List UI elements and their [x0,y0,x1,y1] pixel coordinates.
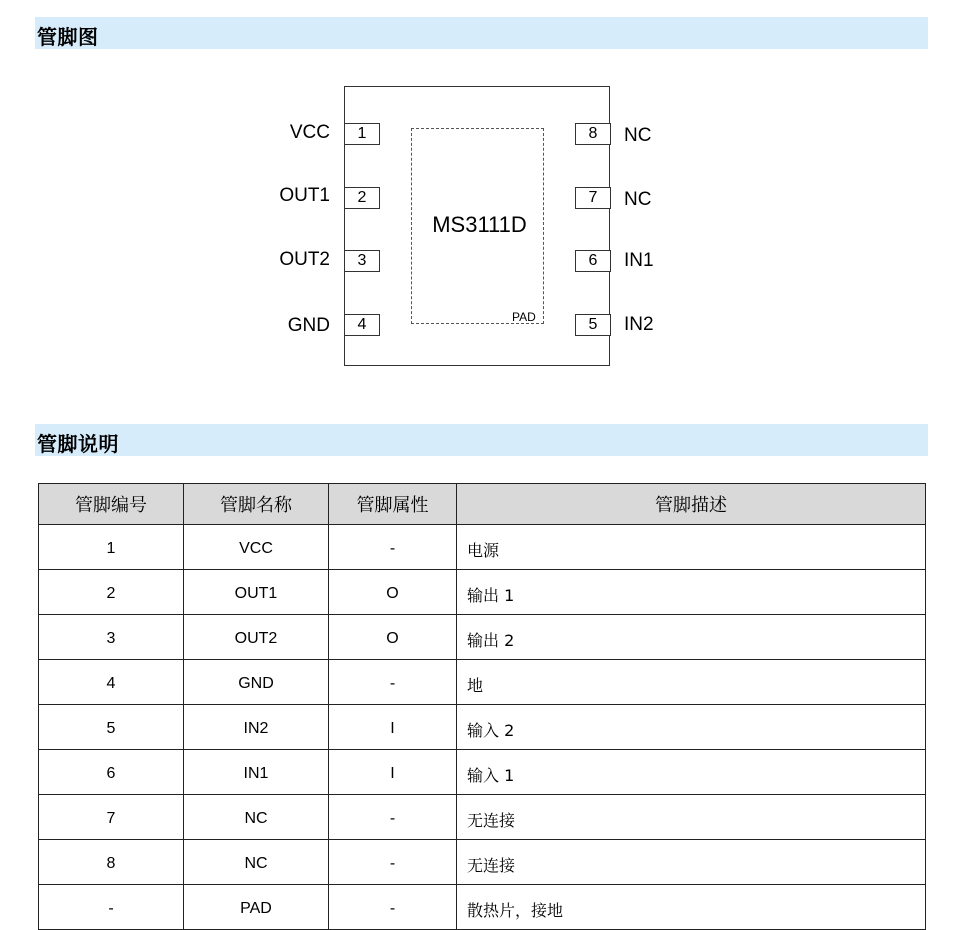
cell-pin-name: PAD [184,885,329,930]
table-row [39,795,926,840]
cell-pin-number: 8 [39,840,184,885]
cell-pin-description: 散热片，接地 [457,885,926,930]
cell-pin-description: 无连接 [457,840,926,885]
cell-pin-name: IN2 [184,705,329,750]
header-pin-description: 管脚描述 [457,484,926,525]
cell-pin-number: 6 [39,750,184,795]
cell-pin-type: I [329,705,457,750]
cell-pin-description: 地 [457,660,926,705]
cell-pin-description: 输出 2 [457,615,926,660]
header-pin-name: 管脚名称 [184,484,329,525]
header-pin-number: 管脚编号 [39,484,184,525]
pin-8-box: 8 [575,123,611,145]
pin-6-box: 6 [575,250,611,272]
pad-label: PAD [512,310,536,324]
table-row [39,525,926,570]
pin-8-name: NC [624,125,652,146]
pin-3-box: 3 [344,250,380,272]
cell-pin-description: 输入 2 [457,705,926,750]
chip-name: MS3111D [432,212,527,237]
pin-3-name: OUT2 [279,249,330,270]
pin-description-title: 管脚说明 [37,432,119,456]
pin-2-name: OUT1 [279,185,330,206]
cell-pin-description: 无连接 [457,795,926,840]
cell-pin-name: OUT2 [184,615,329,660]
cell-pin-number: - [39,885,184,930]
cell-pin-type: - [329,885,457,930]
pin-description-table [38,483,926,930]
cell-pin-number: 1 [39,525,184,570]
cell-pin-name: OUT1 [184,570,329,615]
header-pin-type: 管脚属性 [329,484,457,525]
table-row [39,615,926,660]
pin-5-name: IN2 [624,314,654,335]
cell-pin-number: 5 [39,705,184,750]
cell-pin-type: O [329,570,457,615]
pin-description-section-header [35,424,928,456]
pin-7-name: NC [624,189,652,210]
table-row [39,840,926,885]
pin-7-box: 7 [575,187,611,209]
cell-pin-name: GND [184,660,329,705]
cell-pin-name: NC [184,795,329,840]
cell-pin-number: 3 [39,615,184,660]
cell-pin-description: 输出 1 [457,570,926,615]
table-row [39,705,926,750]
pin-diagram-section-header [35,17,928,49]
table-header-row [39,484,926,525]
pin-diagram-title: 管脚图 [37,25,99,49]
pin-4-box: 4 [344,314,380,336]
pin-2-box: 2 [344,187,380,209]
cell-pin-name: VCC [184,525,329,570]
pin-5-box: 5 [575,314,611,336]
cell-pin-type: - [329,525,457,570]
cell-pin-type: - [329,660,457,705]
pin-6-name: IN1 [624,250,654,271]
cell-pin-type: I [329,750,457,795]
cell-pin-description: 输入 1 [457,750,926,795]
pin-1-name: VCC [289,122,330,143]
cell-pin-type: - [329,795,457,840]
pin-1-box: 1 [344,123,380,145]
cell-pin-type: O [329,615,457,660]
table-row [39,750,926,795]
cell-pin-description: 电源 [457,525,926,570]
table-row [39,660,926,705]
pin-4-name: GND [287,315,330,336]
cell-pin-name: IN1 [184,750,329,795]
cell-pin-number: 4 [39,660,184,705]
table-row [39,570,926,615]
cell-pin-name: NC [184,840,329,885]
cell-pin-type: - [329,840,457,885]
cell-pin-number: 7 [39,795,184,840]
cell-pin-number: 2 [39,570,184,615]
